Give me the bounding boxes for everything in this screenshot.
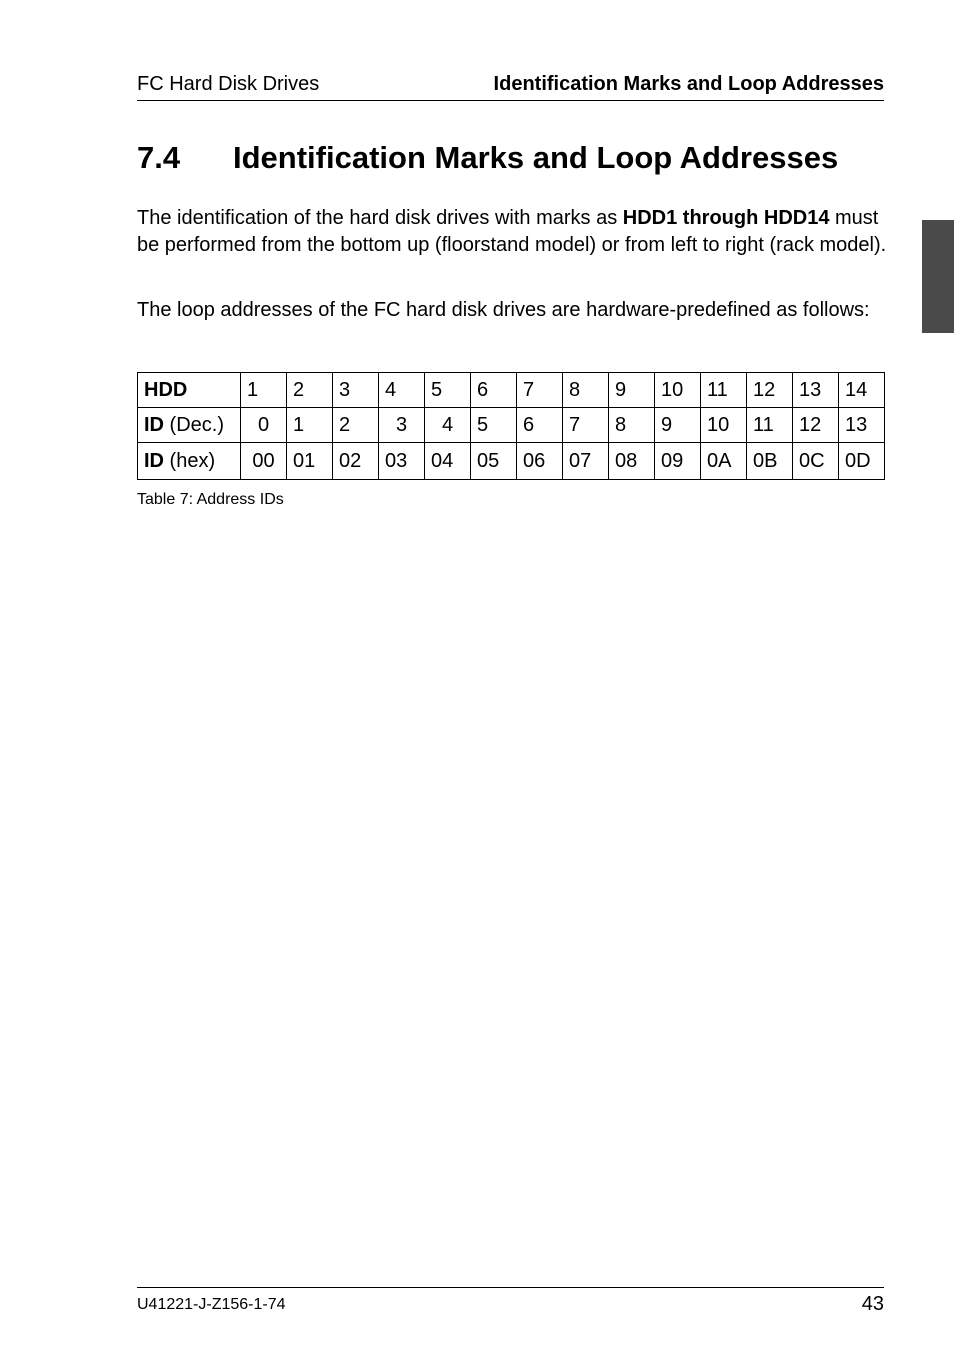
table-cell: 1 [241,373,287,408]
document-id: U41221-J-Z156-1-74 [137,1296,286,1313]
table-cell: 7 [563,408,609,443]
row-header-rest: (hex) [164,449,216,472]
table-cell: 0B [747,443,793,480]
table-cell: 03 [379,443,425,480]
table-cell: 6 [471,373,517,408]
header-chapter: FC Hard Disk Drives [137,73,320,95]
table-cell: 05 [471,443,517,480]
row-header [138,408,241,443]
table-caption: Table 7: Address IDs [137,491,284,508]
table-cell: 10 [701,408,747,443]
paragraph-loop-addresses: The loop addresses of the FC hard disk drives are hardware-predefined as follows: [137,299,870,321]
table-cell: 0D [839,443,885,480]
table-row-hdd [138,373,885,408]
row-header [138,443,241,480]
row-header-rest: (Dec.) [164,413,224,436]
paragraph-emphasis: HDD1 through HDD14 [622,207,830,229]
table-row-id-dec [138,408,885,443]
table-cell: 07 [563,443,609,480]
row-header [138,373,241,408]
table-cell: 02 [333,443,379,480]
row-header-bold: ID [144,413,164,436]
table-cell: 01 [287,443,333,480]
paragraph-identification [137,205,887,258]
table-cell: 2 [333,408,379,443]
table-cell: 09 [655,443,701,480]
table-cell: 4 [379,373,425,408]
page-number: 43 [861,1293,884,1315]
row-header-bold: HDD [144,378,188,401]
table-cell: 10 [655,373,701,408]
table-cell: 12 [747,373,793,408]
section-number: 7.4 [137,140,181,175]
table-cell: 9 [609,373,655,408]
table-cell: 11 [747,408,793,443]
table-cell: 06 [517,443,563,480]
table-cell: 13 [793,373,839,408]
running-header [137,72,884,101]
table-cell: 08 [609,443,655,480]
section-heading [137,138,838,178]
table-cell: 00 [241,443,287,480]
row-header-bold: ID [144,449,164,472]
table-cell: 04 [425,443,471,480]
table-cell: 3 [379,408,425,443]
table-cell: 2 [287,373,333,408]
table-cell: 6 [517,408,563,443]
table-cell: 7 [517,373,563,408]
table-cell: 13 [839,408,885,443]
paragraph-text: must be performed from the bottom up (floorstand model) or from left to right (rack model). [137,207,887,256]
table-cell: 14 [839,373,885,408]
table-cell: 8 [563,373,609,408]
table-cell: 5 [471,408,517,443]
header-section: Identification Marks and Loop Addresses [493,73,884,95]
section-title: Identification Marks and Loop Addresses [233,140,839,175]
table-cell: 0C [793,443,839,480]
table-cell: 11 [701,373,747,408]
paragraph-text: The identification of the hard disk drives with marks as [137,207,623,229]
address-ids-table [137,372,885,480]
chapter-thumb-tab [922,220,954,333]
table-cell: 9 [655,408,701,443]
table-cell: 0 [241,408,287,443]
table-cell: 4 [425,408,471,443]
table-cell: 5 [425,373,471,408]
table-cell: 0A [701,443,747,480]
running-footer [137,1287,884,1315]
table-cell: 1 [287,408,333,443]
table-cell: 3 [333,373,379,408]
table-cell: 8 [609,408,655,443]
table-cell: 12 [793,408,839,443]
table-row-id-hex [138,443,885,480]
